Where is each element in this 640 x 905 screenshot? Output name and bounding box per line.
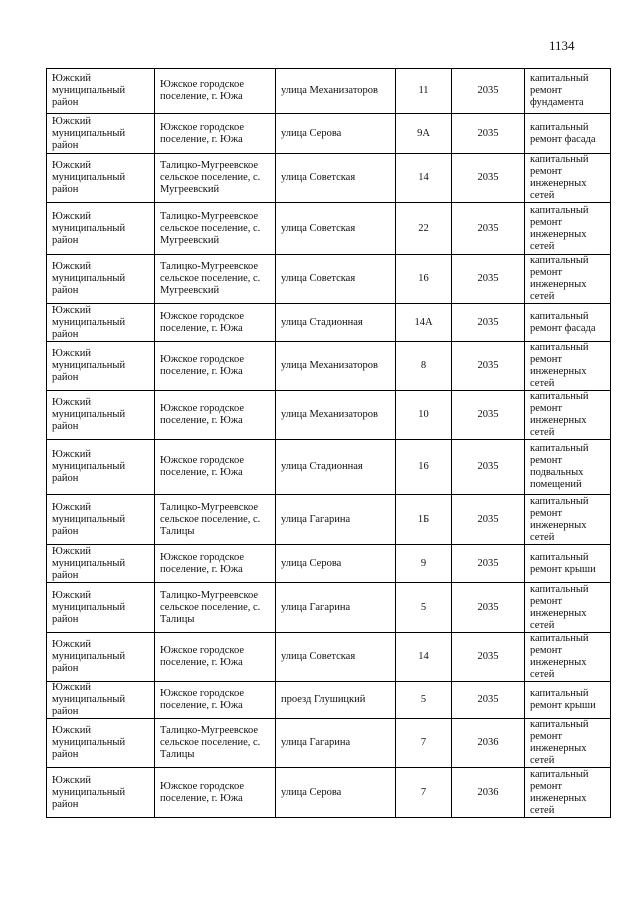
year-cell: 2035 [452, 203, 525, 255]
house-number-cell: 14 [396, 633, 452, 682]
district-cell: Южский муниципальный район [47, 633, 155, 682]
street-cell: улица Стадионная [276, 440, 396, 495]
district-cell: Южский муниципальный район [47, 154, 155, 203]
table-row [47, 304, 611, 342]
table-row [47, 154, 611, 203]
district-cell: Южский муниципальный район [47, 203, 155, 255]
year-cell: 2035 [452, 69, 525, 114]
district-cell: Южский муниципальный район [47, 69, 155, 114]
year-cell: 2035 [452, 114, 525, 154]
settlement-cell: Южское городское поселение, г. Южа [155, 768, 276, 818]
year-cell: 2035 [452, 391, 525, 440]
settlement-cell: Южское городское поселение, г. Южа [155, 304, 276, 342]
table-row [47, 719, 611, 768]
house-number-cell: 9 [396, 545, 452, 583]
table-body [47, 69, 611, 818]
work-type-cell: капитальный ремонт инженерных сетей [525, 255, 611, 304]
work-type-cell: капитальный ремонт инженерных сетей [525, 719, 611, 768]
work-type-cell: капитальный ремонт крыши [525, 545, 611, 583]
settlement-cell: Южское городское поселение, г. Южа [155, 440, 276, 495]
house-number-cell: 11 [396, 69, 452, 114]
house-number-cell: 10 [396, 391, 452, 440]
settlement-cell: Южское городское поселение, г. Южа [155, 391, 276, 440]
year-cell: 2036 [452, 719, 525, 768]
street-cell: проезд Глушицкий [276, 682, 396, 719]
district-cell: Южский муниципальный район [47, 583, 155, 633]
work-type-cell: капитальный ремонт подвальных помещений [525, 440, 611, 495]
settlement-cell: Южское городское поселение, г. Южа [155, 682, 276, 719]
house-number-cell: 14А [396, 304, 452, 342]
year-cell: 2035 [452, 255, 525, 304]
year-cell: 2035 [452, 583, 525, 633]
district-cell: Южский муниципальный район [47, 391, 155, 440]
settlement-cell: Талицко-Мугреевское сельское поселение, с. Талицы [155, 583, 276, 633]
year-cell: 2035 [452, 682, 525, 719]
district-cell: Южский муниципальный район [47, 545, 155, 583]
settlement-cell: Талицко-Мугреевское сельское поселение, с. Талицы [155, 719, 276, 768]
settlement-cell: Южское городское поселение, г. Южа [155, 633, 276, 682]
street-cell: улица Механизаторов [276, 391, 396, 440]
table-row [47, 69, 611, 114]
district-cell: Южский муниципальный район [47, 255, 155, 304]
year-cell: 2035 [452, 154, 525, 203]
house-number-cell: 22 [396, 203, 452, 255]
table-row [47, 342, 611, 391]
settlement-cell: Южское городское поселение, г. Южа [155, 342, 276, 391]
settlement-cell: Южское городское поселение, г. Южа [155, 114, 276, 154]
year-cell: 2035 [452, 633, 525, 682]
street-cell: улица Советская [276, 154, 396, 203]
street-cell: улица Стадионная [276, 304, 396, 342]
year-cell: 2036 [452, 768, 525, 818]
year-cell: 2035 [452, 440, 525, 495]
table-row [47, 633, 611, 682]
street-cell: улица Серова [276, 545, 396, 583]
page-number: 1134 [549, 38, 575, 53]
year-cell: 2035 [452, 304, 525, 342]
street-cell: улица Серова [276, 114, 396, 154]
street-cell: улица Серова [276, 768, 396, 818]
work-type-cell: капитальный ремонт фасада [525, 114, 611, 154]
work-type-cell: капитальный ремонт инженерных сетей [525, 203, 611, 255]
street-cell: улица Советская [276, 255, 396, 304]
table-row [47, 682, 611, 719]
settlement-cell: Талицко-Мугреевское сельское поселение, с. Мугреевский [155, 154, 276, 203]
district-cell: Южский муниципальный район [47, 719, 155, 768]
settlement-cell: Южское городское поселение, г. Южа [155, 69, 276, 114]
table-row [47, 391, 611, 440]
district-cell: Южский муниципальный район [47, 495, 155, 545]
year-cell: 2035 [452, 545, 525, 583]
house-number-cell: 5 [396, 682, 452, 719]
district-cell: Южский муниципальный район [47, 114, 155, 154]
table-row [47, 114, 611, 154]
settlement-cell: Талицко-Мугреевское сельское поселение, с. Мугреевский [155, 255, 276, 304]
housing-repair-table [46, 68, 611, 818]
house-number-cell: 5 [396, 583, 452, 633]
work-type-cell: капитальный ремонт инженерных сетей [525, 583, 611, 633]
work-type-cell: капитальный ремонт инженерных сетей [525, 768, 611, 818]
table-row [47, 203, 611, 255]
district-cell: Южский муниципальный район [47, 440, 155, 495]
year-cell: 2035 [452, 495, 525, 545]
house-number-cell: 8 [396, 342, 452, 391]
work-type-cell: капитальный ремонт инженерных сетей [525, 154, 611, 203]
house-number-cell: 9А [396, 114, 452, 154]
table-row [47, 545, 611, 583]
district-cell: Южский муниципальный район [47, 304, 155, 342]
street-cell: улица Механизаторов [276, 69, 396, 114]
work-type-cell: капитальный ремонт инженерных сетей [525, 633, 611, 682]
table-row [47, 255, 611, 304]
house-number-cell: 7 [396, 719, 452, 768]
settlement-cell: Южское городское поселение, г. Южа [155, 545, 276, 583]
settlement-cell: Талицко-Мугреевское сельское поселение, с. Мугреевский [155, 203, 276, 255]
house-number-cell: 14 [396, 154, 452, 203]
house-number-cell: 16 [396, 255, 452, 304]
work-type-cell: капитальный ремонт инженерных сетей [525, 391, 611, 440]
work-type-cell: капитальный ремонт инженерных сетей [525, 342, 611, 391]
table-row [47, 440, 611, 495]
district-cell: Южский муниципальный район [47, 682, 155, 719]
street-cell: улица Советская [276, 633, 396, 682]
work-type-cell: капитальный ремонт крыши [525, 682, 611, 719]
street-cell: улица Гагарина [276, 719, 396, 768]
house-number-cell: 16 [396, 440, 452, 495]
district-cell: Южский муниципальный район [47, 768, 155, 818]
work-type-cell: капитальный ремонт фасада [525, 304, 611, 342]
district-cell: Южский муниципальный район [47, 342, 155, 391]
street-cell: улица Гагарина [276, 495, 396, 545]
house-number-cell: 1Б [396, 495, 452, 545]
table-row [47, 495, 611, 545]
table-row [47, 583, 611, 633]
table-row [47, 768, 611, 818]
street-cell: улица Гагарина [276, 583, 396, 633]
year-cell: 2035 [452, 342, 525, 391]
settlement-cell: Талицко-Мугреевское сельское поселение, с. Талицы [155, 495, 276, 545]
street-cell: улица Советская [276, 203, 396, 255]
street-cell: улица Механизаторов [276, 342, 396, 391]
work-type-cell: капитальный ремонт инженерных сетей [525, 495, 611, 545]
work-type-cell: капитальный ремонт фундамента [525, 69, 611, 114]
house-number-cell: 7 [396, 768, 452, 818]
